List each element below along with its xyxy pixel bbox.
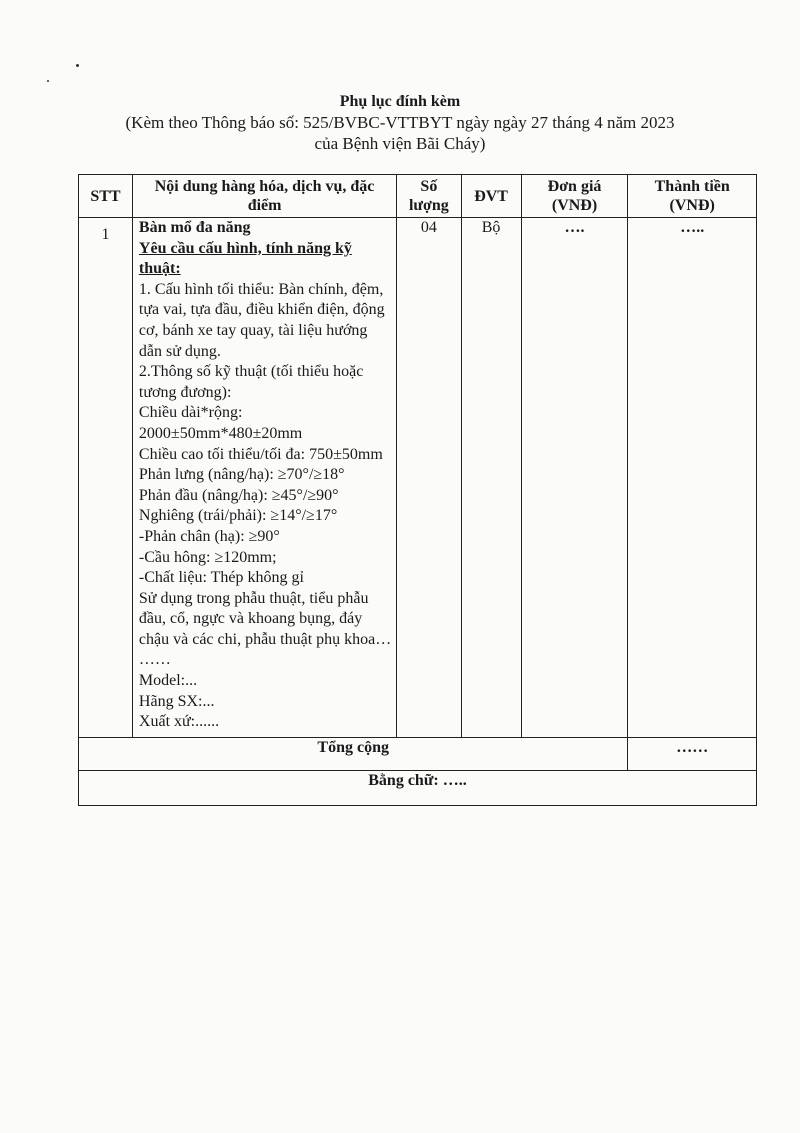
- page-title: Phụ lục đính kèm: [339, 93, 461, 110]
- row-quantity: 04: [397, 218, 461, 738]
- total-row: [79, 737, 757, 770]
- subtitle-line-1: (Kèm theo Thông báo số: 525/BVBC-VTTBYT ngày ngày 27 tháng 4 năm 2023: [125, 113, 675, 132]
- spec-line: Xuất xứ:......: [138, 713, 220, 731]
- spec-line: -Phản chân (hạ): ≥90°: [138, 527, 280, 545]
- spec-line: Phản đầu (nâng/hạ): ≥45°/≥90°: [138, 486, 339, 504]
- spec-line: 1. Cấu hình tối thiểu: Bàn chính, đệm, tựa vai, tựa đầu, điều khiển điện, động cơ, bánh xe tay quay, tài liệu hướng dẫn sử dụng.: [138, 280, 385, 360]
- scan-speck: [47, 80, 49, 82]
- spec-line: -Cầu hông: ≥120mm;: [138, 548, 277, 566]
- column-header-stt: STT: [79, 175, 133, 218]
- spec-line: -Chất liệu: Thép không gỉ: [138, 569, 304, 587]
- row-total: …..: [628, 218, 757, 738]
- row-stt: 1: [79, 218, 133, 738]
- total-value: ……: [628, 737, 757, 770]
- total-label: Tổng cộng: [79, 737, 628, 770]
- spec-line: Phản lưng (nâng/hạ): ≥70°/≥18°: [138, 466, 345, 484]
- column-header-unit-price: Đơn giá (VNĐ): [521, 175, 628, 218]
- row-unit: Bộ: [461, 218, 521, 738]
- table-row: [79, 218, 757, 738]
- column-header-content: Nội dung hàng hóa, dịch vụ, đặc điểm: [132, 175, 396, 218]
- row-unit-price: ….: [521, 218, 628, 738]
- scan-speck: [76, 64, 79, 67]
- spec-line: Hãng SX:...: [138, 692, 215, 710]
- spec-line: Sử dụng trong phẫu thuật, tiểu phẫu đầu, cổ, ngực và khoang bụng, đáy chậu và các chi, phẫu thuật phụ khoa…: [138, 589, 392, 648]
- column-header-unit: ĐVT: [461, 175, 521, 218]
- spec-line: Chiều dài*rộng: 2000±50mm*480±20mm: [138, 404, 303, 442]
- in-words-row: [79, 770, 757, 805]
- amount-in-words: Bằng chữ: …..: [79, 770, 757, 805]
- document-header: [0, 92, 800, 154]
- spec-line: Nghiêng (trái/phải): ≥14°/≥17°: [138, 507, 338, 525]
- goods-table: [78, 174, 757, 806]
- spec-line: 2.Thông số kỹ thuật (tối thiểu hoặc tương đương):: [138, 363, 364, 401]
- subtitle-line-2: của Bệnh viện Bãi Cháy): [314, 134, 486, 153]
- column-header-quantity: Số lượng: [397, 175, 461, 218]
- spec-line: ……: [138, 651, 171, 669]
- spec-line: Chiều cao tối thiểu/tối đa: 750±50mm: [138, 445, 383, 463]
- row-content: [132, 218, 396, 738]
- item-name: Bàn mổ đa năng: [138, 219, 251, 236]
- column-header-total: Thành tiền (VNĐ): [628, 175, 757, 218]
- spec-line: Model:...: [138, 672, 198, 690]
- table-header-row: [79, 175, 757, 218]
- requirement-heading: Yêu cầu cấu hình, tính năng kỹ thuật:: [138, 239, 352, 278]
